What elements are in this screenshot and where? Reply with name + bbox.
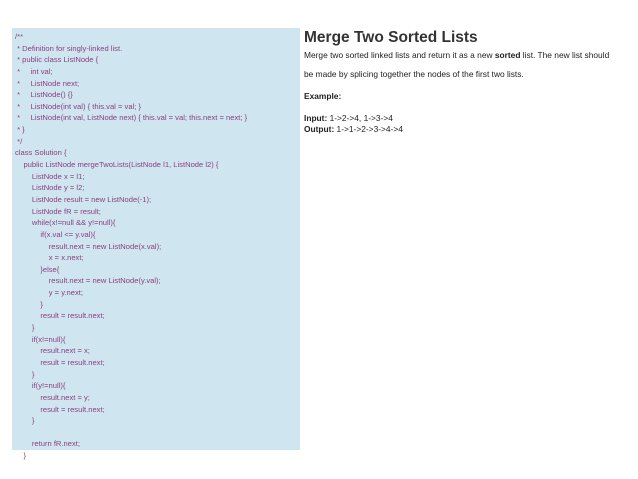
code-lines bbox=[15, 31, 300, 462]
code-line: * Definition for singly-linked list. bbox=[15, 43, 123, 53]
code-line: } bbox=[15, 451, 26, 461]
code-line: if(x.val <= y.val){ bbox=[15, 229, 96, 239]
code-line: if(y!=null){ bbox=[15, 381, 66, 391]
code-line bbox=[15, 427, 300, 439]
code-line: * ListNode() {} bbox=[15, 90, 73, 100]
input-label: Input: bbox=[304, 113, 328, 123]
code-line: result.next = new ListNode(x.val); bbox=[15, 241, 162, 251]
code-line: * public class ListNode { bbox=[15, 55, 99, 65]
code-line: ListNode fR = result; bbox=[15, 206, 101, 216]
description-line-1 bbox=[304, 50, 634, 61]
description-line-2: be made by splicing together the nodes of the first two lists. bbox=[304, 69, 524, 79]
code-line: return fR.next; bbox=[15, 439, 80, 449]
input-value: 1->2->4, 1->3->4 bbox=[327, 113, 393, 123]
output-value: 1->1->2->3->4->4 bbox=[334, 124, 403, 134]
code-line: public ListNode mergeTwoLists(ListNode l1, ListNode l2) { bbox=[15, 160, 219, 170]
problem-description-panel bbox=[304, 28, 634, 135]
code-line: ListNode y = l2; bbox=[15, 183, 85, 193]
code-line: if(x!=null){ bbox=[15, 334, 66, 344]
code-line: */ bbox=[15, 136, 23, 146]
description-bold-word: sorted bbox=[494, 50, 521, 60]
code-line: result = result.next; bbox=[15, 311, 105, 321]
code-line: * } bbox=[15, 125, 25, 135]
code-line: class Solution { bbox=[15, 148, 67, 158]
problem-title: Merge Two Sorted Lists bbox=[304, 29, 478, 46]
code-line: } bbox=[15, 299, 43, 309]
code-line: y = y.next; bbox=[15, 288, 84, 298]
code-line: result = result.next; bbox=[15, 357, 105, 367]
code-line: result.next = y; bbox=[15, 392, 90, 402]
code-line: result = result.next; bbox=[15, 404, 105, 414]
code-line: } bbox=[15, 323, 35, 333]
example-output bbox=[304, 124, 634, 135]
description-text-part1: Merge two sorted linked lists and return it as a new bbox=[304, 50, 495, 60]
code-line: } bbox=[15, 369, 35, 379]
code-line: x = x.next; bbox=[15, 253, 84, 263]
code-line: } bbox=[15, 416, 35, 426]
code-line: ListNode x = l1; bbox=[15, 171, 85, 181]
code-line: * ListNode(int val, ListNode next) { this.val = val; this.next = next; } bbox=[15, 113, 248, 123]
code-line: * ListNode(int val) { this.val = val; } bbox=[15, 101, 141, 111]
code-line: }else{ bbox=[15, 264, 60, 274]
code-line: * int val; bbox=[15, 66, 53, 76]
example-heading: Example: bbox=[304, 91, 342, 101]
code-line: ListNode result = new ListNode(-1); bbox=[15, 194, 152, 204]
code-line: result.next = x; bbox=[15, 346, 90, 356]
code-editor-panel[interactable] bbox=[12, 28, 300, 461]
example-input bbox=[304, 113, 634, 124]
code-line: while(x!=null && y!=null){ bbox=[15, 218, 116, 228]
description-text-part2: list. The new list should bbox=[520, 50, 610, 60]
code-line: /** bbox=[15, 32, 24, 41]
output-label: Output: bbox=[304, 124, 335, 134]
code-line: * ListNode next; bbox=[15, 78, 80, 88]
code-line: result.next = new ListNode(y.val); bbox=[15, 276, 161, 286]
